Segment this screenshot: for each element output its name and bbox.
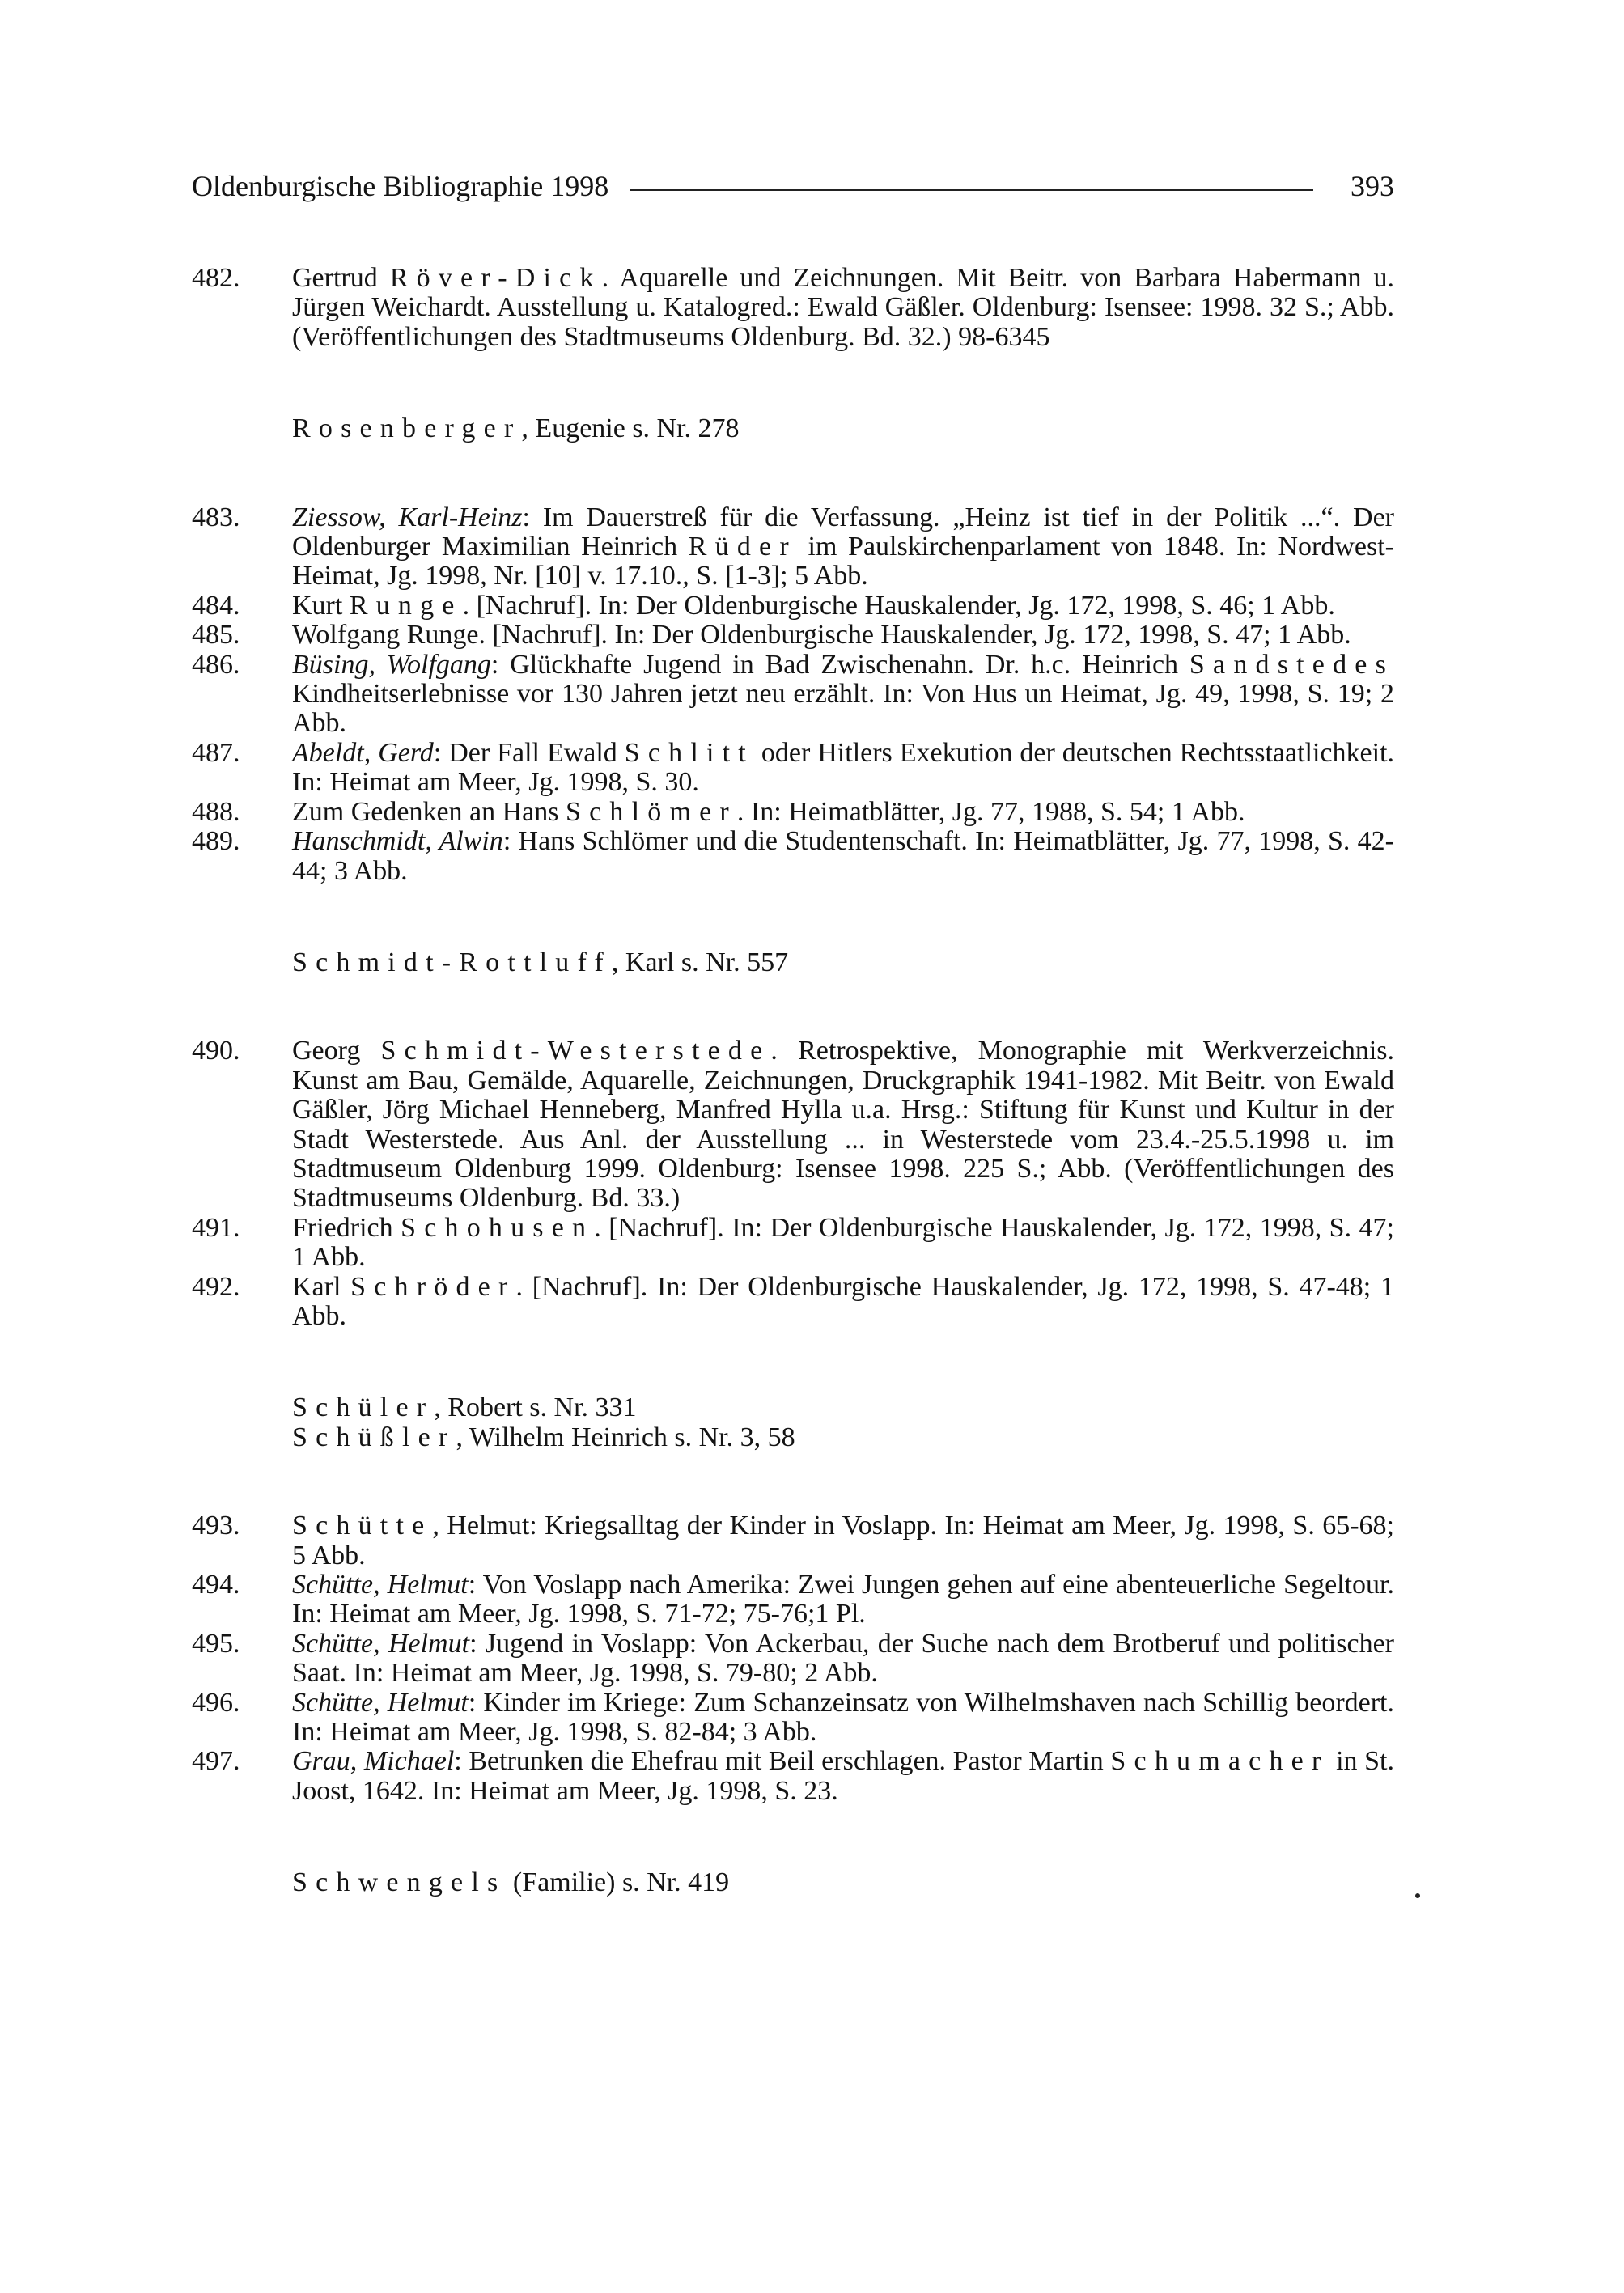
- entry-number: 491.: [192, 1212, 240, 1243]
- entry-number: 497.: [192, 1746, 240, 1777]
- header-rule: [630, 189, 1313, 191]
- entry-text: Friedrich Schohusen. [Nachruf]. In: Der Oldenburgische Hauskalender, Jg. 172, 1998, S. 47; 1 Abb.: [292, 1212, 1394, 1273]
- entry-number: 489.: [192, 826, 240, 857]
- cross-reference-schuessler: Schüßler, Wilhelm Heinrich s. Nr. 3, 58: [292, 1422, 795, 1452]
- person-name: Schwengels: [292, 1867, 507, 1898]
- cross-reference-schwengels: Schwengels (Familie) s. Nr. 419: [292, 1867, 730, 1898]
- person-name: Schüler: [292, 1392, 435, 1423]
- entry-495: [192, 1630, 1394, 1689]
- entry-number: 483.: [192, 502, 240, 532]
- author-name: Grau, Michael: [292, 1746, 455, 1777]
- entry-number: 485.: [192, 620, 240, 651]
- entry-text: Schütte, Helmut: Kinder im Kriege: Zum Schanzeinsatz von Wilhelmshaven nach Schillig beordert. In: Heimat am Meer, Jg. 1998, S. 82-84; 3 Abb.: [292, 1687, 1395, 1748]
- author-name: Ziessow, Karl-Heinz: [292, 502, 523, 532]
- entry-number: 488.: [192, 796, 240, 827]
- entry-text: Gertrud Röver-Dick. Aquarelle und Zeichnungen. Mit Beitr. von Barbara Habermann u. Jürgen Weichardt. Ausstellung u. Katalogred.: Ewald Gäßler. Oldenburg: Isensee: 1998. 32 S.; Abb. (Veröffentlichungen des Stadtmuseums Oldenburg. Bd. 32.) 98-6345: [292, 263, 1394, 352]
- entry-text: Zum Gedenken an Hans Schlömer. In: Heimatblätter, Jg. 77, 1988, S. 54; 1 Abb.: [292, 796, 1245, 827]
- person-name: Schlömer: [566, 796, 737, 827]
- entry-text: Georg Schmidt-Westerstede. Retrospektive, Monographie mit Werkverzeichnis. Kunst am Bau, Gemälde, Aquarelle, Zeichnungen, Druckgraphik 1941-1982. Mit Beitr. von Ewald Gäßler, Jörg Michael Henneberg, Manfred Hylla u.a. Hrsg.: Stiftung für Kunst und Kultur in der Stadt Westerstede. Aus Anl. der Ausstellung ... in Westerstede vom 23.4.-25.5.1998 u. im Stadtmuseum Oldenburg 1999. Oldenburg: Isensee 1998. 225 S.; Abb. (Veröffentlichungen des Stadtmuseums Oldenburg. Bd. 33.): [292, 1036, 1394, 1214]
- entry-497: [192, 1747, 1394, 1806]
- person-name: Schröder: [350, 1271, 516, 1302]
- header-title: Oldenburgische Bibliographie 1998: [192, 170, 609, 202]
- person-name: Schlitt: [624, 737, 754, 768]
- margin-dot: [1415, 1893, 1420, 1898]
- entry-text: Grau, Michael: Betrunken die Ehefrau mit Beil erschlagen. Pastor Martin Schumacher in St. Joost, 1642. In: Heimat am Meer, Jg. 1998, S. 23.: [292, 1746, 1394, 1806]
- person-name: Schütte: [292, 1511, 433, 1541]
- entry-485: [192, 621, 1394, 650]
- entry-484: [192, 591, 1394, 621]
- entry-487: [192, 739, 1394, 798]
- person-name: Runge: [349, 590, 463, 621]
- entry-494: [192, 1570, 1394, 1630]
- entry-491: [192, 1214, 1394, 1273]
- running-header: [192, 162, 1394, 210]
- entry-text: Abeldt, Gerd: Der Fall Ewald Schlitt oder Hitlers Exekution der deutschen Rechtsstaatlichkeit. In: Heimat am Meer, Jg. 1998, S. 30.: [292, 737, 1394, 798]
- entry-text: Karl Schröder. [Nachruf]. In: Der Oldenburgische Hauskalender, Jg. 172, 1998, S. 47-48; 1 Abb.: [292, 1271, 1394, 1331]
- entry-493: [192, 1511, 1394, 1570]
- entry-text: Büsing, Wolfgang: Glückhafte Jugend in Bad Zwischenahn. Dr. h.c. Heinrich Sandstedes Kindheitserlebnisse vor 130 Jahren jetzt neu erzählt. In: Von Hus un Heimat, Jg. 49, 1998, S. 19; 2 Abb.: [292, 649, 1395, 739]
- entry-text: Schütte, Helmut: Von Voslapp nach Amerika: Zwei Jungen gehen auf eine abenteuerliche Segeltour. In: Heimat am Meer, Jg. 1998, S. 71-72; 75-76;1 Pl.: [292, 1570, 1394, 1630]
- person-name: Röver-Dick: [389, 263, 602, 293]
- entry-number: 494.: [192, 1570, 240, 1600]
- page-number: 393: [1351, 170, 1394, 202]
- author-name: Büsing, Wolfgang: [292, 649, 491, 680]
- entry-text: Schütte, Helmut: Jugend in Voslapp: Von Ackerbau, der Suche nach dem Brotberuf und politischer Saat. In: Heimat am Meer, Jg. 1998, S. 79-80; 2 Abb.: [292, 1628, 1394, 1689]
- entry-486: [192, 651, 1394, 739]
- entry-text: Ziessow, Karl-Heinz: Im Dauerstreß für die Verfassung. „Heinz ist tief in der Politik ...“. Der Oldenburger Maximilian Heinrich Rüder im Paulskirchenparlament von 1848. In: Nordwest-Heimat, Jg. 1998, Nr. [10] v. 17.10., S. [1-3]; 5 Abb.: [292, 502, 1394, 591]
- entry-496: [192, 1689, 1394, 1748]
- entry-number: 496.: [192, 1687, 240, 1718]
- entry-text: Kurt Runge. [Nachruf]. In: Der Oldenburgische Hauskalender, Jg. 172, 1998, S. 46; 1 Abb.: [292, 590, 1335, 621]
- person-name: Rosenberger: [292, 413, 522, 444]
- bibliography-list: [192, 264, 1394, 1898]
- entry-number: 486.: [192, 649, 240, 680]
- entry-text: Schütte, Helmut: Kriegsalltag der Kinder in Voslapp. In: Heimat am Meer, Jg. 1998, S. 65-68; 5 Abb.: [292, 1511, 1394, 1570]
- entry-number: 492.: [192, 1271, 240, 1302]
- person-name: Schmidt-Westerstede: [380, 1036, 771, 1066]
- entry-text: Wolfgang Runge. [Nachruf]. In: Der Oldenburgische Hauskalender, Jg. 172, 1998, S. 47; 1 Abb.: [292, 620, 1351, 651]
- author-name: Schütte, Helmut: [292, 1628, 470, 1659]
- entry-text: Hanschmidt, Alwin: Hans Schlömer und die Studentenschaft. In: Heimatblätter, Jg. 77, 1998, S. 42-44; 3 Abb.: [292, 826, 1395, 886]
- person-name: Rüder: [688, 532, 797, 562]
- entry-number: 490.: [192, 1036, 240, 1066]
- cross-reference-schmidt-rottluff: Schmidt-Rottluff, Karl s. Nr. 557: [292, 947, 789, 977]
- author-name: Hanschmidt, Alwin: [292, 826, 503, 857]
- person-name: Schumacher: [1110, 1746, 1329, 1777]
- entry-489: [192, 827, 1394, 886]
- entry-number: 495.: [192, 1628, 240, 1659]
- cross-reference-schueler: Schüler, Robert s. Nr. 331: [292, 1392, 637, 1423]
- author-name: Abeldt, Gerd: [292, 737, 434, 768]
- author-name: Schütte, Helmut: [292, 1570, 469, 1600]
- person-name: Schmidt-Rottluff: [292, 947, 612, 977]
- entry-492: [192, 1273, 1394, 1332]
- cross-reference-rosenberger: Rosenberger, Eugenie s. Nr. 278: [292, 413, 740, 444]
- entry-number: 482.: [192, 263, 240, 293]
- person-name: Schüßler: [292, 1422, 456, 1452]
- entry-488: [192, 798, 1394, 827]
- entry-482: [192, 264, 1394, 352]
- entry-483: [192, 503, 1394, 591]
- entry-number: 487.: [192, 737, 240, 768]
- entry-number: 493.: [192, 1511, 240, 1541]
- person-name: Schohusen: [401, 1212, 595, 1243]
- entry-490: [192, 1036, 1394, 1213]
- entry-number: 484.: [192, 590, 240, 621]
- person-name: Sandstedes: [1189, 649, 1395, 680]
- author-name: Schütte, Helmut: [292, 1687, 469, 1718]
